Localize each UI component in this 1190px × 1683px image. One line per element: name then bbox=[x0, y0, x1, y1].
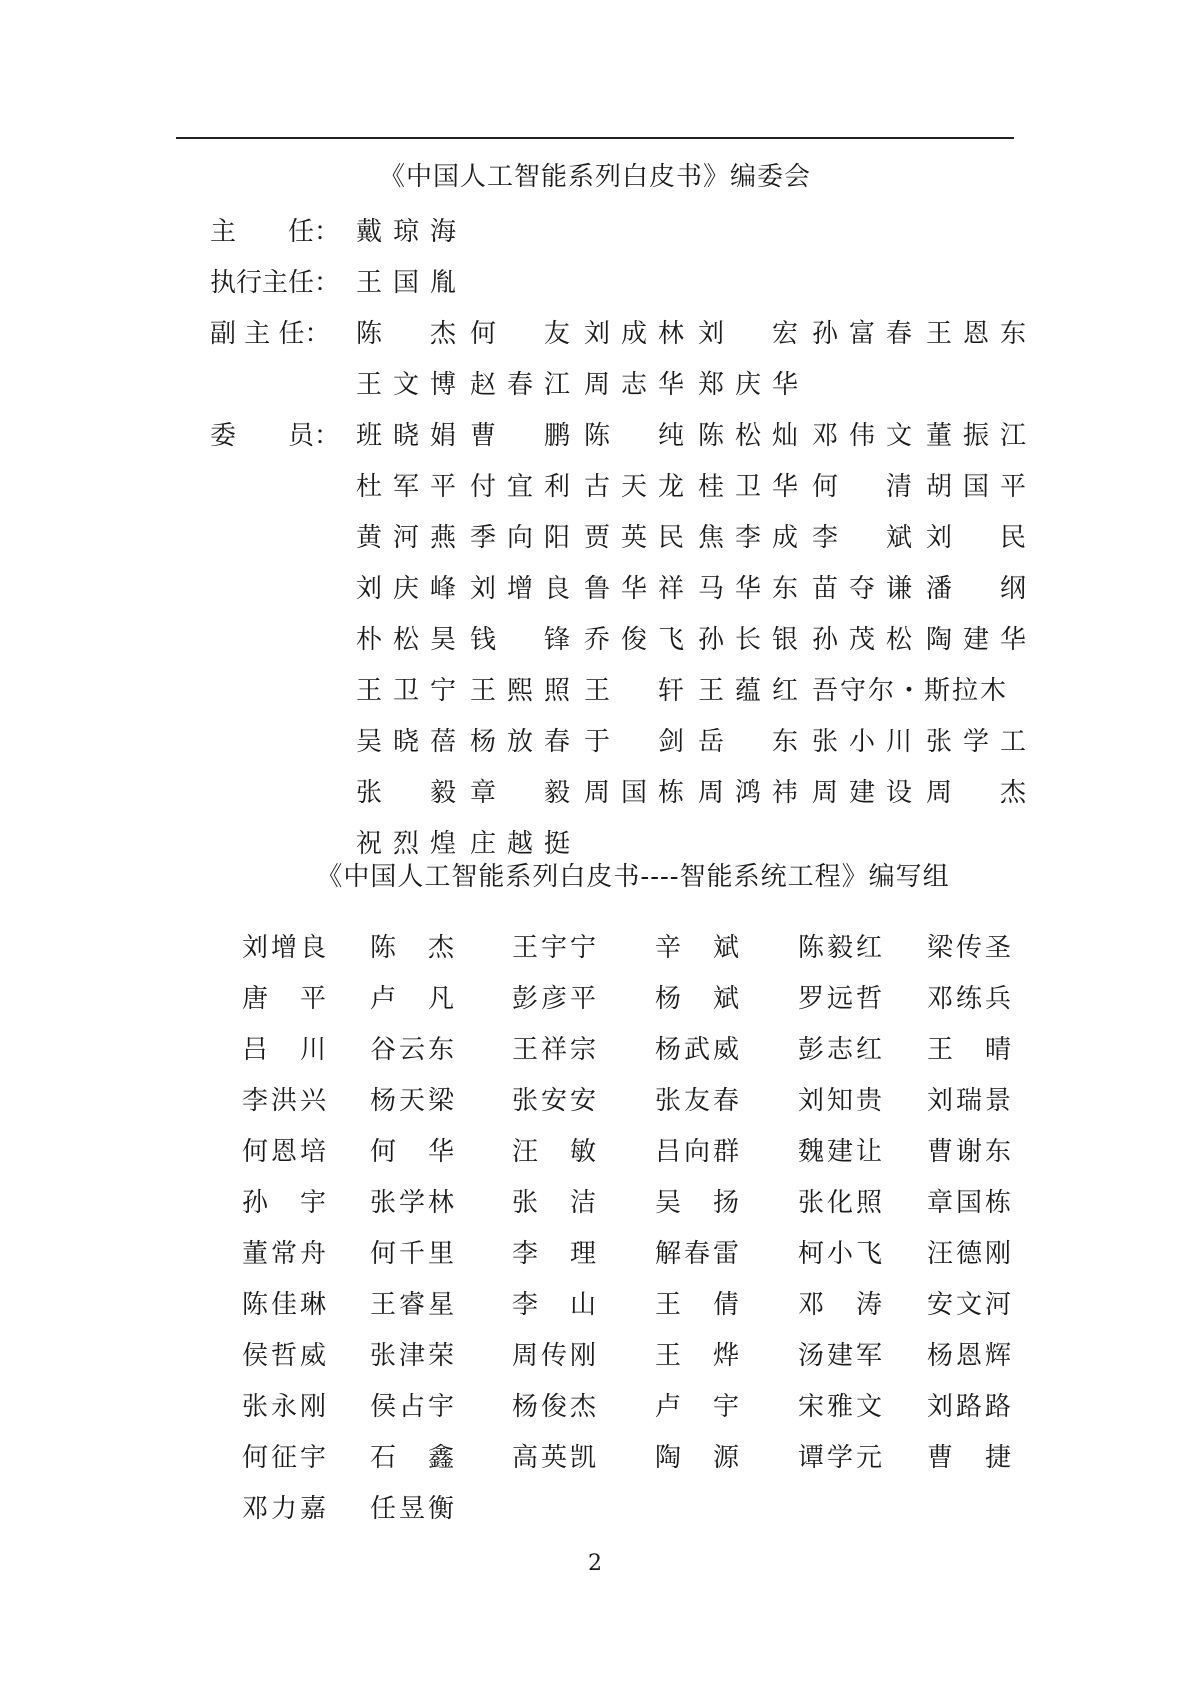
writing-group-member-name: 王祥宗 bbox=[512, 1035, 596, 1065]
committee-member-name: 祝烈煌 bbox=[356, 829, 456, 859]
writing-group-member-name: 宋雅文 bbox=[798, 1392, 882, 1422]
committee-member-name: 周鸿祎 bbox=[698, 778, 798, 808]
director-label: 主 任： bbox=[210, 217, 341, 247]
writing-group-member-name: 侯哲威 bbox=[242, 1341, 326, 1371]
committee-member-name: 何 清 bbox=[812, 472, 912, 502]
committee-member-name: 董振江 bbox=[926, 421, 1026, 451]
committee-member-name: 孙茂松 bbox=[812, 625, 912, 655]
writing-group-member-name: 王 烨 bbox=[655, 1341, 739, 1371]
writing-group-member-name: 李 山 bbox=[512, 1290, 596, 1320]
writing-group-member-name: 解春雷 bbox=[655, 1239, 739, 1269]
committee-member-name: 张小川 bbox=[812, 727, 912, 757]
vice-director-name: 郑庆华 bbox=[698, 370, 798, 400]
writing-group-member-name: 吕向群 bbox=[655, 1137, 739, 1167]
committee-member-name: 岳 东 bbox=[698, 727, 798, 757]
writing-group-member-name: 吕 川 bbox=[242, 1035, 326, 1065]
writing-group-member-name: 汪德刚 bbox=[927, 1239, 1011, 1269]
members-label: 委 员： bbox=[210, 421, 341, 451]
committee-member-name: 王蕴红 bbox=[698, 676, 798, 706]
writing-group-member-name: 张津荣 bbox=[370, 1341, 454, 1371]
writing-group-member-name: 章国栋 bbox=[927, 1188, 1011, 1218]
writing-group-member-name: 王 倩 bbox=[655, 1290, 739, 1320]
page-number: 2 bbox=[588, 1551, 602, 1576]
committee-member-name: 乔俊飞 bbox=[584, 625, 684, 655]
committee-title: 《中国人工智能系列白皮书》编委会 bbox=[378, 162, 811, 192]
committee-member-name: 贾英民 bbox=[584, 523, 684, 553]
committee-member-name: 刘庆峰 bbox=[356, 574, 456, 604]
writing-group-member-name: 王 晴 bbox=[927, 1035, 1011, 1065]
vice-director-name: 孙富春 bbox=[812, 319, 912, 349]
writing-group-member-name: 谭学元 bbox=[798, 1443, 882, 1473]
committee-member-name: 刘增良 bbox=[470, 574, 570, 604]
committee-member-name: 杜军平 bbox=[356, 472, 456, 502]
writing-group-member-name: 王睿星 bbox=[370, 1290, 454, 1320]
director-name: 戴琼海 bbox=[356, 217, 456, 247]
committee-member-name: 班晓娟 bbox=[356, 421, 456, 451]
committee-member-name: 焦李成 bbox=[698, 523, 798, 553]
committee-member-name: 于 剑 bbox=[584, 727, 684, 757]
committee-member-name: 周 杰 bbox=[926, 778, 1026, 808]
committee-member-name: 钱 锋 bbox=[470, 625, 570, 655]
committee-member-name: 桂卫华 bbox=[698, 472, 798, 502]
vice-director-name: 王文博 bbox=[356, 370, 456, 400]
committee-member-name: 黄河燕 bbox=[356, 523, 456, 553]
committee-member-name: 陈松灿 bbox=[698, 421, 798, 451]
writing-group-member-name: 曹谢东 bbox=[927, 1137, 1011, 1167]
writing-group-title: 《中国人工智能系列白皮书----智能系统工程》编写组 bbox=[316, 862, 950, 892]
vice-director-name: 刘成林 bbox=[584, 319, 684, 349]
vice-director-name: 周志华 bbox=[584, 370, 684, 400]
writing-group-member-name: 陶 源 bbox=[655, 1443, 739, 1473]
writing-group-member-name: 辛 斌 bbox=[655, 933, 739, 963]
committee-member-name: 付宜利 bbox=[470, 472, 570, 502]
writing-group-member-name: 彭志红 bbox=[798, 1035, 882, 1065]
executive-director-label: 执行主任： bbox=[210, 268, 341, 298]
writing-group-member-name: 张友春 bbox=[655, 1086, 739, 1116]
vice-director-name: 赵春江 bbox=[470, 370, 570, 400]
writing-group-member-name: 陈 杰 bbox=[370, 933, 454, 963]
vice-director-name: 王恩东 bbox=[926, 319, 1026, 349]
writing-group-member-name: 陈毅红 bbox=[798, 933, 882, 963]
committee-member-name: 杨放春 bbox=[470, 727, 570, 757]
committee-member-name: 周国栋 bbox=[584, 778, 684, 808]
committee-member-name: 古天龙 bbox=[584, 472, 684, 502]
committee-member-name: 庄越挺 bbox=[470, 829, 570, 859]
committee-member-name: 马华东 bbox=[698, 574, 798, 604]
writing-group-member-name: 刘瑞景 bbox=[927, 1086, 1011, 1116]
writing-group-member-name: 周传刚 bbox=[512, 1341, 596, 1371]
writing-group-member-name: 王宇宁 bbox=[512, 933, 596, 963]
writing-group-member-name: 邓练兵 bbox=[927, 984, 1011, 1014]
committee-member-name: 王卫宁 bbox=[356, 676, 456, 706]
committee-member-name: 张学工 bbox=[926, 727, 1026, 757]
writing-group-member-name: 汤建军 bbox=[798, 1341, 882, 1371]
writing-group-member-name: 石 鑫 bbox=[370, 1443, 454, 1473]
writing-group-member-name: 何千里 bbox=[370, 1239, 454, 1269]
writing-group-member-name: 杨武威 bbox=[655, 1035, 739, 1065]
writing-group-member-name: 邓 涛 bbox=[798, 1290, 882, 1320]
writing-group-member-name: 何 华 bbox=[370, 1137, 454, 1167]
writing-group-member-name: 张 洁 bbox=[512, 1188, 596, 1218]
committee-member-name: 孙长银 bbox=[698, 625, 798, 655]
writing-group-member-name: 曹 捷 bbox=[927, 1443, 1011, 1473]
writing-group-member-name: 安文河 bbox=[927, 1290, 1011, 1320]
committee-member-name: 朴松昊 bbox=[356, 625, 456, 655]
writing-group-member-name: 刘路路 bbox=[927, 1392, 1011, 1422]
committee-member-name: 章 毅 bbox=[470, 778, 570, 808]
writing-group-member-name: 杨 斌 bbox=[655, 984, 739, 1014]
writing-group-member-name: 何征宇 bbox=[242, 1443, 326, 1473]
writing-group-member-name: 魏建让 bbox=[798, 1137, 882, 1167]
writing-group-member-name: 陈佳琳 bbox=[242, 1290, 326, 1320]
committee-member-name: 张 毅 bbox=[356, 778, 456, 808]
committee-member-name: 王 轩 bbox=[584, 676, 684, 706]
committee-member-name: 陶建华 bbox=[926, 625, 1026, 655]
committee-member-name: 吾守尔・斯拉木 bbox=[812, 676, 1009, 706]
committee-member-name: 周建设 bbox=[812, 778, 912, 808]
writing-group-member-name: 何恩培 bbox=[242, 1137, 326, 1167]
writing-group-member-name: 梁传圣 bbox=[927, 933, 1011, 963]
writing-group-member-name: 董常舟 bbox=[242, 1239, 326, 1269]
committee-member-name: 苗夺谦 bbox=[812, 574, 912, 604]
writing-group-member-name: 罗远哲 bbox=[798, 984, 882, 1014]
writing-group-member-name: 高英凯 bbox=[512, 1443, 596, 1473]
vice-director-name: 陈 杰 bbox=[356, 319, 456, 349]
vice-director-label: 副 主 任： bbox=[210, 319, 331, 349]
writing-group-member-name: 张化照 bbox=[798, 1188, 882, 1218]
header-rule bbox=[176, 137, 1014, 139]
writing-group-member-name: 孙 宇 bbox=[242, 1188, 326, 1218]
writing-group-member-name: 卢 宇 bbox=[655, 1392, 739, 1422]
committee-member-name: 鲁华祥 bbox=[584, 574, 684, 604]
writing-group-member-name: 谷云东 bbox=[370, 1035, 454, 1065]
committee-member-name: 邓伟文 bbox=[812, 421, 912, 451]
writing-group-member-name: 侯占宇 bbox=[370, 1392, 454, 1422]
committee-member-name: 吴晓蓓 bbox=[356, 727, 456, 757]
writing-group-member-name: 彭彦平 bbox=[512, 984, 596, 1014]
writing-group-member-name: 刘增良 bbox=[242, 933, 326, 963]
writing-group-member-name: 李 理 bbox=[512, 1239, 596, 1269]
writing-group-member-name: 邓力嘉 bbox=[242, 1494, 326, 1524]
writing-group-member-name: 张安安 bbox=[512, 1086, 596, 1116]
writing-group-member-name: 唐 平 bbox=[242, 984, 326, 1014]
writing-group-member-name: 杨恩辉 bbox=[927, 1341, 1011, 1371]
vice-director-name: 何 友 bbox=[470, 319, 570, 349]
committee-member-name: 刘 民 bbox=[926, 523, 1026, 553]
committee-member-name: 季向阳 bbox=[470, 523, 570, 553]
writing-group-member-name: 任昱衡 bbox=[370, 1494, 454, 1524]
writing-group-member-name: 张永刚 bbox=[242, 1392, 326, 1422]
committee-member-name: 陈 纯 bbox=[584, 421, 684, 451]
committee-member-name: 潘 纲 bbox=[926, 574, 1026, 604]
writing-group-member-name: 柯小飞 bbox=[798, 1239, 882, 1269]
writing-group-member-name: 李洪兴 bbox=[242, 1086, 326, 1116]
writing-group-member-name: 杨俊杰 bbox=[512, 1392, 596, 1422]
writing-group-member-name: 汪 敏 bbox=[512, 1137, 596, 1167]
executive-director-name: 王国胤 bbox=[356, 268, 456, 298]
committee-member-name: 胡国平 bbox=[926, 472, 1026, 502]
committee-member-name: 曹 鹏 bbox=[470, 421, 570, 451]
writing-group-member-name: 杨天梁 bbox=[370, 1086, 454, 1116]
committee-member-name: 王熙照 bbox=[470, 676, 570, 706]
committee-member-name: 李 斌 bbox=[812, 523, 912, 553]
writing-group-member-name: 张学林 bbox=[370, 1188, 454, 1218]
writing-group-member-name: 吴 扬 bbox=[655, 1188, 739, 1218]
writing-group-member-name: 卢 凡 bbox=[370, 984, 454, 1014]
vice-director-name: 刘 宏 bbox=[698, 319, 798, 349]
writing-group-member-name: 刘知贵 bbox=[798, 1086, 882, 1116]
